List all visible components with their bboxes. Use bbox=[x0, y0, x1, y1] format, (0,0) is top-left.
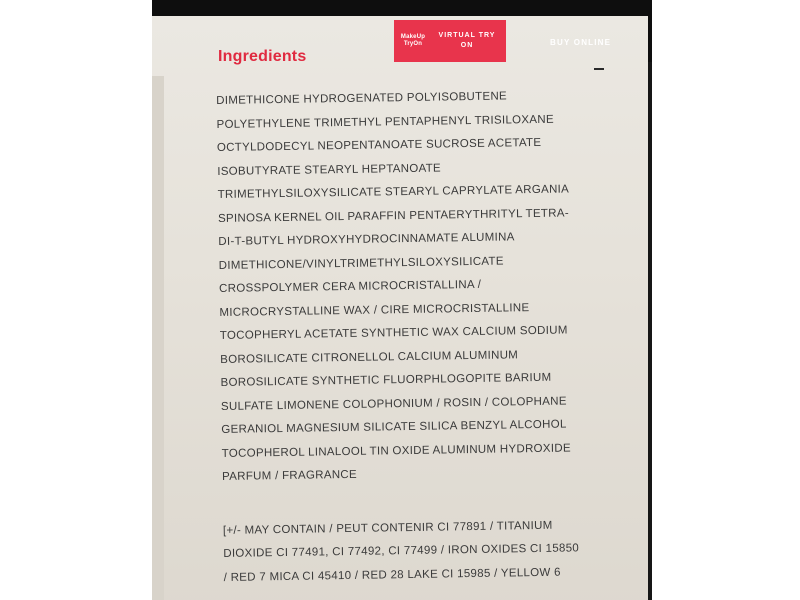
ingredient-line: SPINOSA KERNEL OIL PARAFFIN PENTAERYTHRITYL TETRA- bbox=[217, 206, 569, 225]
ingredient-line: BOROSILICATE CITRONELLOL CALCIUM ALUMINUM bbox=[220, 348, 519, 366]
ingredient-line: TOCOPHEROL LINALOOL TIN OXIDE ALUMINUM HYDROXIDE bbox=[221, 441, 572, 460]
makeup-try-on-logo: MakeUp TryOn bbox=[400, 34, 426, 47]
ingredient-line: / RED 7 MICA CI 45410 / RED 28 LAKE CI 15985 / YELLOW 6 bbox=[223, 566, 561, 584]
ingredient-line: DIMETHICONE HYDROGENATED POLYISOBUTENE bbox=[216, 90, 508, 107]
ingredients-main-text bbox=[216, 84, 622, 490]
ingredient-line: POLYETHYLENE TRIMETHYL PENTAPHENYL TRISILOXANE bbox=[216, 113, 554, 131]
virtual-try-on-button[interactable] bbox=[394, 20, 506, 62]
ingredient-line: ISOBUTYRATE STEARYL HEPTANOATE bbox=[217, 161, 442, 178]
ingredient-line: TRIMETHYLSILOXYSILICATE STEARYL CAPRYLATE ARGANIA bbox=[217, 183, 570, 201]
ingredient-line: [+/- MAY CONTAIN / PEUT CONTENIR CI 77891 / TITANIUM bbox=[222, 519, 553, 537]
ingredient-line: GERANIOL MAGNESIUM SILICATE SILICA BENZYL ALCOHOL bbox=[221, 418, 567, 436]
ingredient-line: TOCOPHERYL ACETATE SYNTHETIC WAX CALCIUM SODIUM bbox=[219, 324, 568, 342]
ingredient-line: DI-T-BUTYL HYDROXYHYDROCINNAMATE ALUMINA bbox=[218, 231, 515, 248]
virtual-try-on-label: VIRTUAL TRY ON bbox=[438, 32, 496, 49]
collapse-icon[interactable] bbox=[594, 68, 604, 70]
background-right bbox=[652, 0, 800, 600]
buy-online-link[interactable]: BUY ONLINE bbox=[550, 38, 612, 47]
monitor-screen bbox=[152, 0, 652, 600]
ingredient-line: SULFATE LIMONENE COLOPHONIUM / ROSIN / COLOPHANE bbox=[220, 395, 567, 413]
ingredient-line: MICROCRYSTALLINE WAX / CIRE MICROCRISTALLINE bbox=[219, 301, 530, 319]
may-contain-text bbox=[223, 513, 624, 590]
panel-left-edge bbox=[152, 76, 164, 600]
ingredient-line: CROSSPOLYMER CERA MICROCRISTALLINA / bbox=[219, 278, 482, 295]
ingredient-line: BOROSILICATE SYNTHETIC FLUORPHLOGOPITE BARIUM bbox=[220, 371, 552, 389]
ingredient-line: DIMETHICONE/VINYLTRIMETHYLSILOXYSILICATE bbox=[218, 255, 504, 272]
ingredients-list bbox=[216, 84, 624, 590]
ingredient-line: PARFUM / FRAGRANCE bbox=[221, 468, 358, 483]
ingredient-line: DIOXIDE CI 77491, CI 77492, CI 77499 / IRON OXIDES CI 15850 bbox=[223, 542, 580, 560]
ingredient-line: OCTYLDODECYL NEOPENTANOATE SUCROSE ACETATE bbox=[216, 136, 542, 154]
ingredients-heading: Ingredients bbox=[218, 48, 307, 65]
